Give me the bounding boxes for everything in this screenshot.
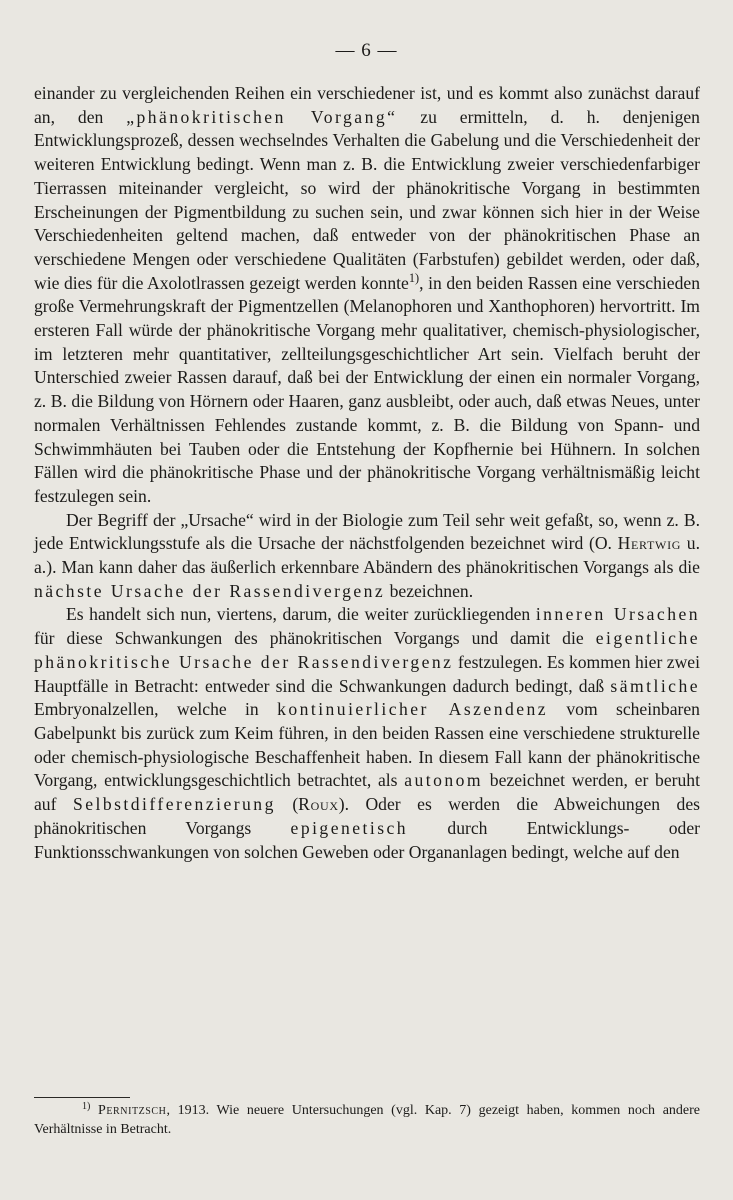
text-run: bezeichnen. [385,580,474,601]
text-run: ). Oder es werden die Abweichungen des phänokritischen Vorgangs [34,794,700,838]
body-text [34,82,700,864]
footnote-text: , 1913. Wie neuere Untersuchungen (vgl. Kap. 7) gezeigt haben, kommen noch andere Verhältnisse in Betracht. [34,1103,700,1137]
text-run: , in den beiden Rassen eine verschieden große Vermehrungskraft der Pigmentzellen (Melanophoren und Xanthophoren) hervortritt. Im ersteren Fall würde der phänokritische Vorgang mehr qualitativer, chemisch-physiologischer, im letzteren mehr quantitativer, zellteilungsgeschichtlicher Art sein. Vielfach beruht der Unterschied zweier Rassen darauf, daß bei der Entwicklung der einen ein normaler Vorgang, z. B. die Bildung von Hörnern oder Haaren, ganz ausbleibt, oder auch, daß etwas Neues, unter normalen Verhältnissen Fehlendes zustande kommt, z. B. die Bildung von Spann- und Schwimmhäuten bei Tauben oder die Entstehung der Kopfhernie bei Hühnern. In solchen Fällen wird die phänokritische Phase und der phänokritische Vorgang verhältnismäßig leicht festzulegen sein. [34,272,700,506]
text-run: ( [275,794,299,815]
spaced-emphasis: inneren Ursachen [535,604,700,625]
footnote-reference: 1) [408,270,420,285]
text-run: Es handelt sich nun, viertens, darum, die weiter zurückliegenden [66,604,536,625]
paragraph-3 [34,603,700,864]
spaced-emphasis: sämtliche [610,675,700,696]
footnote [34,1101,700,1139]
footnote-author: Pernitzsch [98,1103,167,1118]
text-run: festzulegen. Es kommen hier zwei Hauptfälle in Betracht: entweder sind die Schwankungen dadurch bedingt, daß [34,651,701,696]
text-run: Embryonalzellen, welche in [34,699,278,720]
page-number: — 6 — [335,40,398,61]
text-run: bezeichnet werden, er beruht auf [34,770,700,815]
spaced-emphasis: Selbstdifferenzierung [72,794,276,815]
footnote-mark: 1) [82,1100,91,1112]
spaced-emphasis: nächste Ursache der Rassendivergenz [34,580,386,601]
paragraph-2 [34,509,700,604]
text-run: vom scheinbaren Gabelpunkt bis zurück zum Keim führen, in den beiden Rassen eine verschiedene strukturelle oder chemisch-physiologische Beschaffenheit haben. In diesem Fall kann der phänokritische Vorgang, entwicklungsgeschichtlich betrachtet, als [34,699,700,791]
spaced-emphasis: eigentliche phänokritische Ursache der Rassendivergenz [34,628,700,672]
spaced-emphasis: kontinuierlicher Aszendenz [277,699,549,720]
author-name: Hertwig [617,533,682,554]
footnote-separator [34,1097,130,1098]
author-name: Roux [298,794,339,815]
paragraph-1 [34,82,700,509]
text-run: durch Entwicklungs- oder Funktionsschwankungen von solchen Geweben oder Organanlagen bedingt, welche auf den [34,817,700,862]
text-run: einander zu vergleichenden Reihen ein verschiedener ist, und es kommt also zunächst darauf an, den [34,83,700,127]
spaced-emphasis: „phänokritischen Vorgang“ [126,106,398,127]
text-run: zu ermitteln, d. h. denjenigen Entwicklungsprozeß, dessen wechselndes Verhalten die Gabelung und die Verschiedenheit der weiteren Entwicklung bedingt. Wenn man z. B. die Entwicklung zweier verschiedenfarbiger Tierrassen miteinander vergleicht, so wird der phänokritische Vorgang in bestimmten Erscheinungen der Pigmentbildung zu suchen sein, und zwar können sich hier in der Weise Verschiedenheiten geltend machen, daß entweder von der phänokritischen Phase an verschiedene Mengen oder verschiedene Qualitäten (Farbstufen) gebildet werden, oder daß, wie dies für die Axolotlrassen gezeigt werden konnte [34,106,700,293]
spaced-emphasis: epigenetisch [290,817,409,838]
text-run: für diese Schwankungen des phänokritischen Vorgangs und damit die [34,628,596,649]
spaced-emphasis: autonom [404,770,484,791]
text-run: Der Begriff der „Ursache“ wird in der Biologie zum Teil sehr weit gefaßt, so, wenn z. B. jede Entwicklungsstufe als die Ursache der nächstfolgenden bezeichnet wird (O. [34,509,700,554]
text-run: u. a.). Man kann daher das äußerlich erkennbare Abändern des phänokritischen Vorgangs als die [34,533,700,578]
